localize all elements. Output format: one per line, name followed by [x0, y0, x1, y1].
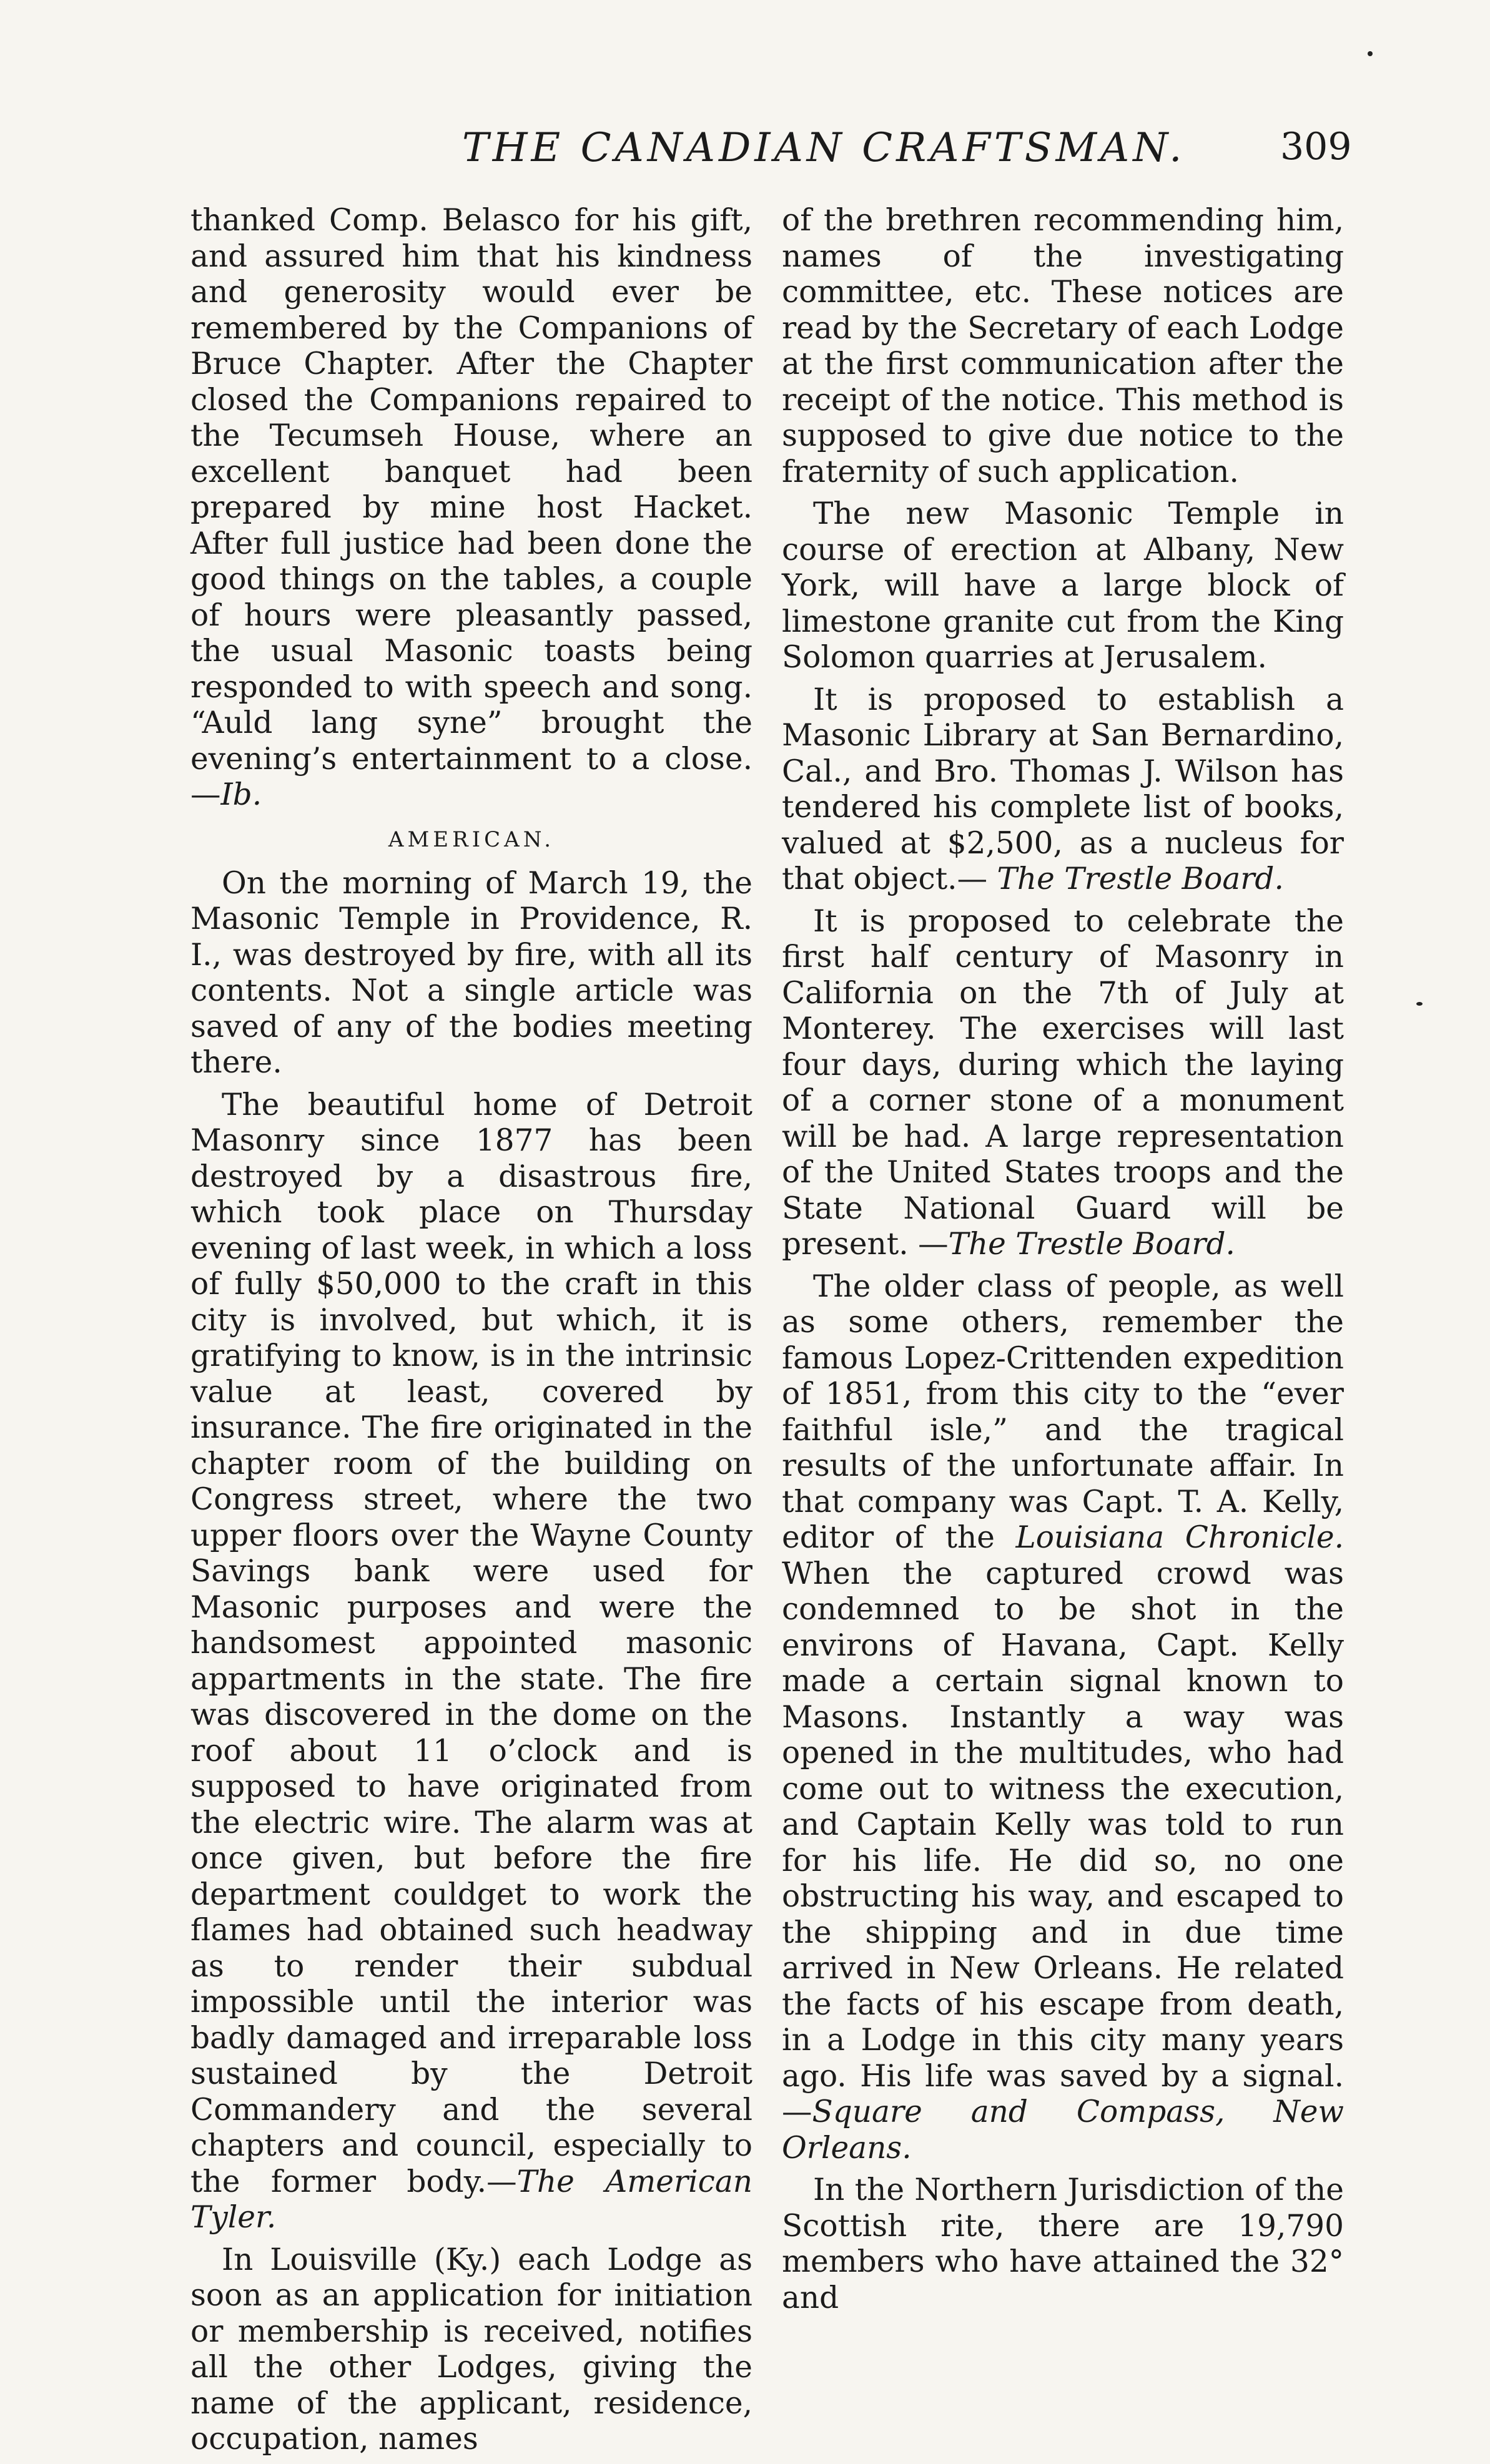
- left-paragraph-3-source: The American Tyler.: [190, 2164, 752, 2235]
- running-head-title: THE CANADIAN CRAFTSMAN.: [462, 125, 1186, 171]
- page-number: 309: [1280, 125, 1352, 169]
- right-paragraph-3-source: The Trestle Board.: [997, 861, 1284, 896]
- left-paragraph-2-text: On the morning of March 19, the Masonic Temple in Providence, R. I., was destroyed by fire, with all its contents. Not a single article was saved of any of the bodies meeting there.: [190, 865, 752, 1080]
- left-paragraph-3-text: The beautiful home of Detroit Masonry since 1877 has been destroyed by a disastrous fire, which took place on Thursday evening of last week, in which a loss of fully $50,000 to the craft in this city is involved, but which, it is gratifying to know, is in the intrinsic value at least, covered by insurance. The fire originated in the chapter room of the building on Congress street, where the two upper floors over the Wayne County Savings bank were used for Masonic purposes and were the handsomest appointed masonic appartments in the state. The fire was discovered in the dome on the roof about 11 o’clock and is supposed to have originated from the electric wire. The alarm was at once given, but before the fire department couldget to work the flames had obtained such headway as to render their subdual impossible until the interior was badly damaged and irreparable loss sustained by the Detroit Commandery and the several chapters and council, especially to the former body.—: [190, 1087, 752, 2199]
- left-paragraph-1-text: thanked Comp. Belasco for his gift, and assured him that his kindness and generosity would ever be remembered by the Companions of Bruce Chapter. After the Chapter closed the Companions repaired to the Tecumseh House, where an excellent banquet had been prepared by mine host Hacket. After full justice had been done the good things on the tables, a couple of hours were pleasantly passed, the usual Masonic toasts being responded to with speech and song. “Auld lang syne” brought the evening’s entertainment to a close.—: [190, 203, 752, 812]
- left-paragraph-1-source: Ib.: [220, 777, 262, 812]
- right-paragraph-3-text: It is proposed to establish a Masonic Library at San Bernardino, Cal., and Bro. Thomas J. Wilson has tendered his complete list of books, valued at $2,500, as a nucleus for that object.—: [782, 682, 1344, 896]
- right-paragraph-6: [782, 2172, 1344, 2316]
- right-paragraph-5-source: Square and Compass, New Orleans.: [782, 2094, 1344, 2166]
- right-paragraph-5-italic: Louisiana Chronicle.: [1015, 1520, 1344, 1555]
- right-paragraph-6-text: In the Northern Jurisdiction of the Scottish rite, there are 19,790 members who have attained the 32° and: [782, 2172, 1344, 2315]
- right-paragraph-3: [782, 682, 1344, 898]
- left-paragraph-4: [190, 2242, 752, 2458]
- left-column: [190, 203, 752, 2464]
- print-speck-margin: [1416, 1002, 1423, 1006]
- right-paragraph-2-text: The new Masonic Temple in course of erection at Albany, New York, will have a large block of limestone granite cut from the King Solomon quarries at Jerusalem.: [782, 496, 1344, 675]
- right-paragraph-1-text: of the brethren recommending him, names of the investigating committee, etc. These notices are read by the Secretary of each Lodge at the first communication after the receipt of the notice. This method is supposed to give due notice to the fraternity of such application.: [782, 203, 1344, 489]
- right-paragraph-5: [782, 1269, 1344, 2167]
- right-paragraph-4-source: The Trestle Board.: [948, 1227, 1235, 1262]
- right-paragraph-4-text: It is proposed to celebrate the first half century of Masonry in California on the 7th of July at Monterey. The exercises will last four days, during which the laying of a corner stone of a monument will be had. A large representation of the United States troops and the State National Guard will be present. —: [782, 903, 1344, 1262]
- left-paragraph-2: [190, 866, 752, 1081]
- section-heading-american: AMERICAN.: [388, 827, 555, 852]
- right-paragraph-5-text-a: The older class of people, as well as some others, remember the famous Lopez-Crittenden expedition of 1851, from this city to the “ever faithful isle,” and the tragical results of the unfortunate affair. In that company was Capt. T. A. Kelly, editor of the: [782, 1269, 1344, 1555]
- right-paragraph-1: [782, 203, 1344, 490]
- right-paragraph-2: [782, 496, 1344, 676]
- left-paragraph-4-text: In Louisville (Ky.) each Lodge as soon as an application for initiation or membership is received, notifies all the other Lodges, giving the name of the applicant, residence, occupation, names: [190, 2242, 752, 2457]
- right-paragraph-4: [782, 904, 1344, 1263]
- left-paragraph-3: [190, 1087, 752, 2236]
- right-paragraph-5-text-b: When the captured crowd was condemned to be shot in the environs of Havana, Capt. Kelly made a certain signal known to Masons. Instantly a way was opened in the multitudes, who had come out to witness the execution, and Captain Kelly was told to run for his life. He did so, no one obstructing his way, and escaped to the shipping and in due time arrived in New Orleans. He related the facts of his escape from death, in a Lodge in this city many years ago. His life was saved by a signal.—: [782, 1556, 1344, 2129]
- print-speck-top: [1368, 51, 1373, 56]
- left-paragraph-1: [190, 203, 752, 813]
- right-column: [782, 203, 1344, 2322]
